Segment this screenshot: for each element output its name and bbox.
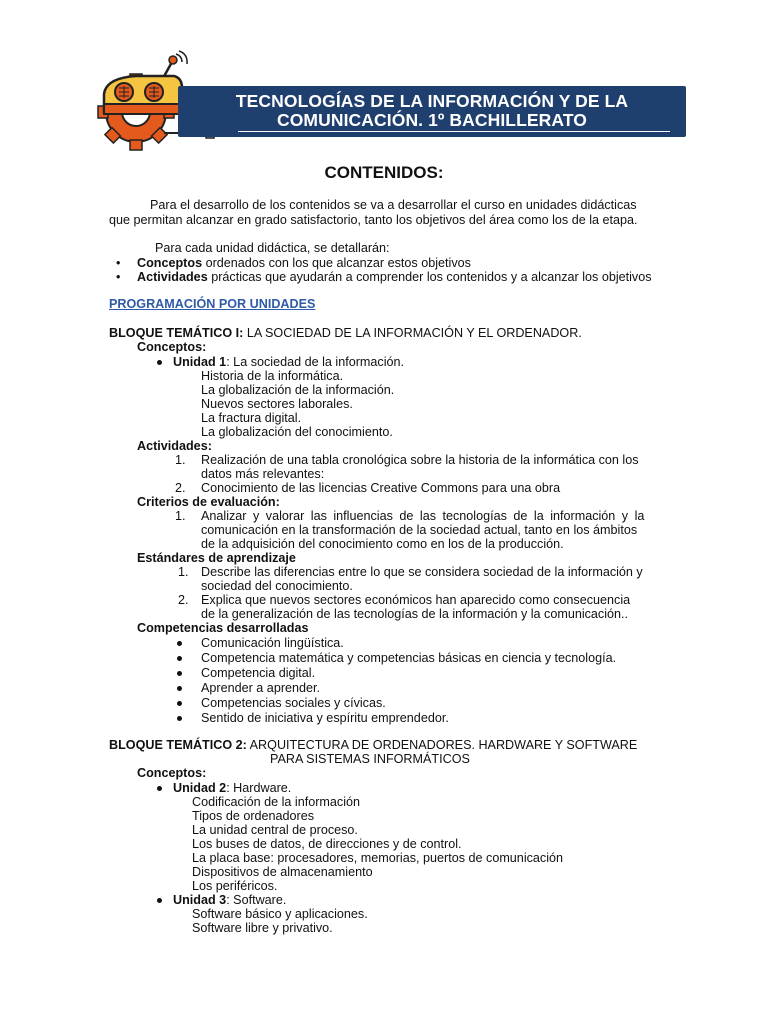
bloque2-heading-text: ARQUITECTURA DE ORDENADORES. HARDWARE Y SOFTWARE (246, 738, 638, 752)
list-item: La globalización de la información. (201, 383, 395, 397)
list-item: Los buses de datos, de direcciones y de control. (192, 837, 462, 851)
header-title-line1: TECNOLOGÍAS DE LA INFORMACIÓN Y DE LA (235, 91, 629, 111)
bloque1-criterios: Criterios de evaluación: (137, 495, 280, 509)
bloque1-competencias: Competencias desarrolladas (137, 621, 309, 635)
est1-line2: sociedad del conocimiento. (201, 579, 353, 593)
bullet-conceptos-bold: Conceptos (137, 256, 203, 270)
bloque2-unidad3 (173, 893, 286, 907)
list-number: 1. (178, 565, 189, 579)
list-item: Dispositivos de almacenamiento (192, 865, 373, 879)
act1-line1: Realización de una tabla cronológica sobre la historia de la informática con los (201, 453, 639, 467)
unidad1-bold: Unidad 1 (173, 355, 227, 369)
list-item: La fractura digital. (201, 411, 302, 425)
est2-line1: Explica que nuevos sectores económicos han aparecido como consecuencia (201, 593, 631, 607)
list-item: La placa base: procesadores, memorias, puertos de comunicación (192, 851, 564, 865)
bloque2-unidad2 (173, 781, 291, 795)
list-number: 1. (175, 453, 186, 467)
bullet-dot (177, 701, 182, 706)
bullet-dot (157, 898, 162, 903)
list-item: Codificación de la información (192, 795, 361, 809)
programacion-link[interactable]: PROGRAMACIÓN POR UNIDADES (109, 297, 316, 311)
intro-p2: Para cada unidad didáctica, se detallarán: (155, 241, 390, 255)
bloque1-unidad1 (173, 355, 404, 369)
crit1-line2: comunicación en la transformación de la sociedad actual, tanto en los ámbitos (201, 523, 638, 537)
bloque2-heading (109, 738, 637, 752)
bullet-symbol: • (116, 256, 121, 270)
crit1-line3: de la adquisición del conocimiento como en los de la producción. (201, 537, 564, 551)
intro-p1-line1: Para el desarrollo de los contenidos se va a desarrollar el curso en unidades didácticas (150, 198, 637, 212)
list-number: 2. (175, 481, 186, 495)
bullet-actividades-text: prácticas que ayudarán a comprender los contenidos y a alcanzar los objetivos (207, 270, 652, 284)
page-title: CONTENIDOS: (324, 163, 444, 182)
bullet-actividades-bold: Actividades (137, 270, 208, 284)
list-item: Los periféricos. (192, 879, 278, 893)
act2-line: Conocimiento de las licencias Creative Commons para una obra (201, 481, 561, 495)
unidad1-text: : La sociedad de la información. (226, 355, 405, 369)
est2-line2: de la generalización de las tecnologías de la información y la comunicación.. (201, 607, 629, 621)
bullet-dot (177, 671, 182, 676)
unidad2-bold: Unidad 2 (173, 781, 227, 795)
bloque2-heading-line2: PARA SISTEMAS INFORMÁTICOS (270, 752, 470, 766)
bloque1-heading-bold: BLOQUE TEMÁTICO I: (109, 326, 244, 340)
comp-item: Competencia digital. (201, 666, 316, 680)
bullet-dot (177, 716, 182, 721)
bloque1-heading-text: LA SOCIEDAD DE LA INFORMACIÓN Y EL ORDENADOR. (243, 326, 582, 340)
list-item: Software básico y aplicaciones. (192, 907, 368, 921)
bullet-conceptos-text: ordenados con los que alcanzar estos objetivos (202, 256, 471, 270)
comp-item: Comunicación lingüística. (201, 636, 344, 650)
bloque1-actividades: Actividades: (137, 439, 212, 453)
bloque2-heading-bold: BLOQUE TEMÁTICO 2: (109, 738, 247, 752)
bullet-dot (177, 656, 182, 661)
header-title-line2: COMUNICACIÓN. 1º BACHILLERATO (276, 110, 588, 130)
header-banner (178, 86, 686, 137)
bullet-dot (157, 360, 162, 365)
bullet-dot (157, 786, 162, 791)
bloque2-conceptos: Conceptos: (137, 766, 207, 780)
list-number: 1. (175, 509, 186, 523)
list-item: Tipos de ordenadores (192, 809, 315, 823)
list-item: La unidad central de proceso. (192, 823, 358, 837)
unidad3-text: : Software. (226, 893, 287, 907)
est1-line1: Describe las diferencias entre lo que se considera sociedad de la información y (201, 565, 643, 579)
unidad3-bold: Unidad 3 (173, 893, 227, 907)
unidad2-text: : Hardware. (226, 781, 292, 795)
list-number: 2. (178, 593, 189, 607)
comp-item: Aprender a aprender. (201, 681, 321, 695)
comp-item: Competencias sociales y cívicas. (201, 696, 386, 710)
bullet-conceptos (137, 256, 471, 270)
list-item: Software libre y privativo. (192, 921, 333, 935)
bloque1-estandares: Estándares de aprendizaje (137, 551, 296, 565)
crit1-line1: Analizar y valorar las influencias de las tecnologías de la información y la (201, 509, 645, 523)
list-item: Nuevos sectores laborales. (201, 397, 353, 411)
comp-item: Competencia matemática y competencias básicas en ciencia y tecnología. (201, 651, 617, 665)
bullet-symbol: • (116, 270, 121, 284)
bullet-dot (177, 641, 182, 646)
bullet-dot (177, 686, 182, 691)
bloque1-conceptos: Conceptos: (137, 340, 207, 354)
bullet-actividades (137, 270, 652, 284)
list-item: Historia de la informática. (201, 369, 344, 383)
comp-item: Sentido de iniciativa y espíritu emprendedor. (201, 711, 449, 725)
intro-p1-line2: que permitan alcanzar en grado satisfactorio, tanto los objetivos del área como los de la etapa. (109, 213, 638, 227)
act1-line2: datos más relevantes: (201, 467, 325, 481)
list-item: La globalización del conocimiento. (201, 425, 393, 439)
header-underline (238, 131, 670, 132)
bloque1-heading (109, 326, 582, 340)
